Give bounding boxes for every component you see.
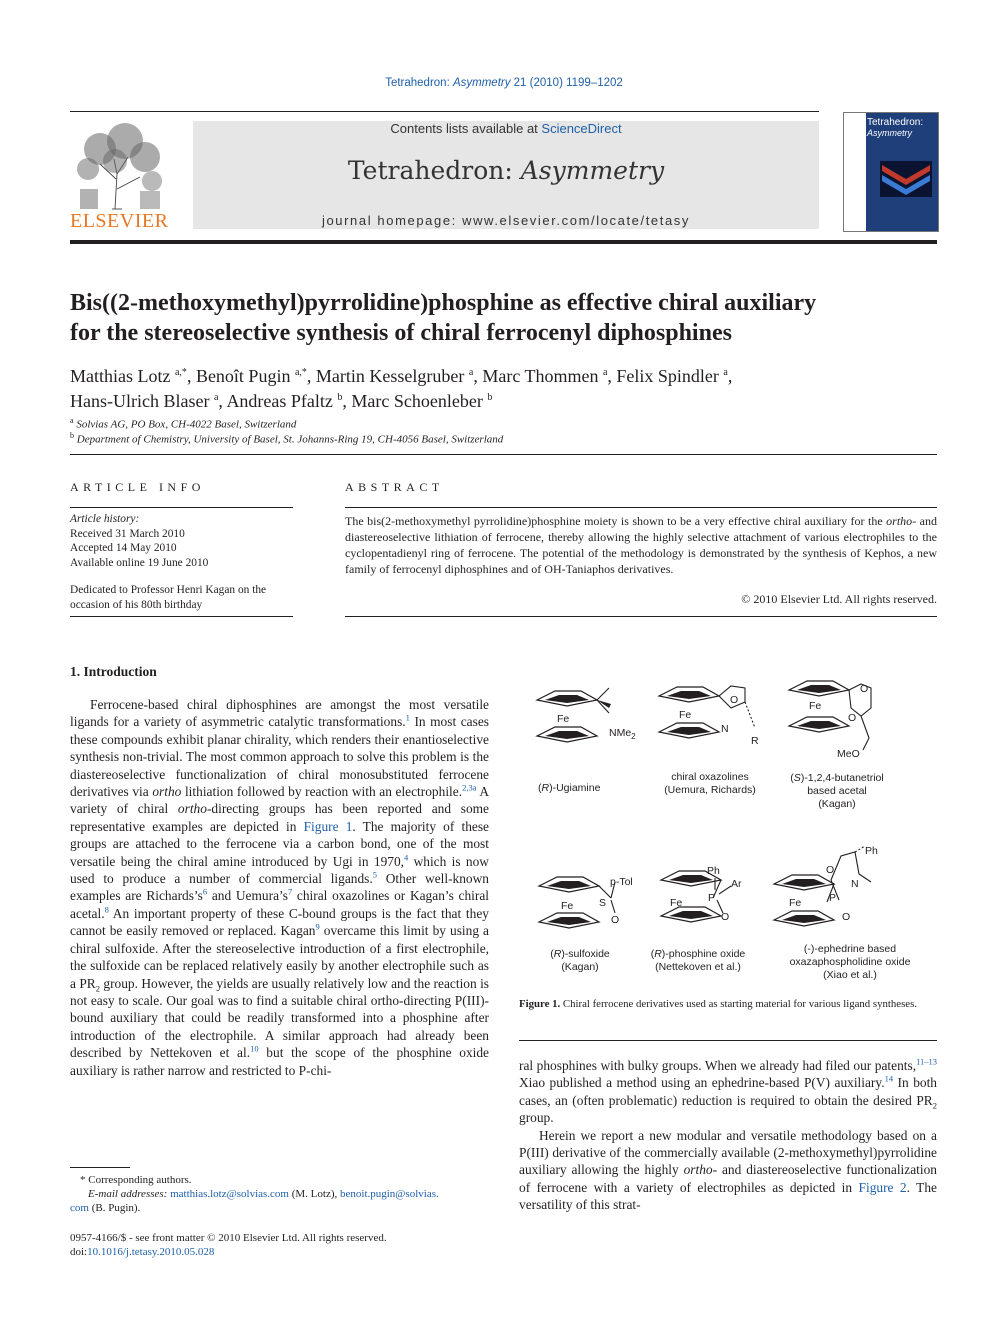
author[interactable]: Felix Spindler $^a$, bbox=[616, 366, 733, 386]
ugiamine-label: (R)-Ugiamine bbox=[538, 782, 601, 794]
journal-homepage[interactable]: journal homepage: www.elsevier.com/locate/tetasy bbox=[321, 213, 690, 228]
ph-label: Ph bbox=[865, 845, 878, 857]
abstract-heading: ABSTRACT bbox=[345, 480, 444, 494]
divider bbox=[70, 454, 937, 455]
author[interactable]: Marc Thommen $^a$, bbox=[482, 366, 617, 386]
fe-label: Fe bbox=[670, 897, 683, 909]
dedication: Dedicated to Professor Henri Kagan on the occasion of his 80th birthday bbox=[70, 584, 267, 611]
fe-label: Fe bbox=[789, 897, 802, 909]
ugiamine-structure bbox=[537, 688, 611, 742]
figure-1-structures bbox=[519, 668, 939, 990]
journal-title: Tetrahedron: Asymmetry bbox=[347, 156, 665, 185]
footnote-rule bbox=[70, 1167, 130, 1168]
oxazolines-label: chiral oxazolines (Uemura, Richards) bbox=[664, 771, 756, 796]
sciencedirect-link[interactable]: ScienceDirect bbox=[541, 121, 622, 136]
fe-label: Fe bbox=[679, 709, 692, 721]
author-line-1 bbox=[70, 362, 940, 387]
header-rule-thick bbox=[70, 240, 937, 244]
intro-column-right: ral phosphines with bulky groups. When we already had filed our patents,$^{11-13}$ Xiao published a method using an ephedrine-based P(V) auxiliary.$^{14}$ In both cases, an (often problematic) reduction is required to obtain the desired $PR_2$ group. Herein we report a new modular and versatile methodology based on a P(III) derivative of the commercially available (2-methoxymethyl)pyrrolidine auxiliary allowing the highly ortho- and diastereoselective functionalization of ferrocene with a variety of electrophiles as depicted in Figure 2. The versatility of this strat- bbox=[519, 1056, 938, 1213]
oxygen-label: O bbox=[848, 712, 857, 724]
phosphorus-label: P bbox=[708, 892, 716, 904]
doi-link[interactable]: 10.1016/j.tetasy.2010.05.028 bbox=[87, 1246, 215, 1258]
journal-cover-thumbnail[interactable]: Tetrahedron: Asymmetry bbox=[843, 112, 939, 232]
affiliation-b: $^b$ Department of Chemistry, University of Basel, St. Johanns-Ring 19, CH-4056 Basel, Switzerland bbox=[70, 431, 504, 446]
divider bbox=[345, 616, 937, 617]
article-info-heading: ARTICLE INFO bbox=[70, 480, 205, 494]
ptol-label: p-Tol bbox=[610, 876, 633, 888]
email-link[interactable]: matthias.lotz@solvias.com bbox=[170, 1188, 289, 1200]
ph-label: Ph bbox=[707, 865, 720, 877]
section-heading-introduction: 1. Introduction bbox=[70, 664, 157, 679]
corresponding-footnote: * Corresponding authors. E-mail addresses: matthias.lotz@solvias.com (M. Lotz), benoit.pugin@solvias. com (B. Pugin). bbox=[70, 1174, 439, 1214]
oxygen-label: O bbox=[860, 683, 869, 695]
header-rule-thin bbox=[70, 111, 819, 112]
elsevier-tree-logo bbox=[70, 119, 170, 211]
contents-line: Contents lists available at ScienceDirect bbox=[390, 121, 622, 136]
cover-image bbox=[880, 161, 932, 197]
phosphorus-label: P bbox=[829, 892, 837, 904]
ar-label: Ar bbox=[731, 878, 742, 890]
author[interactable]: Benoît Pugin $^{a,*}$, bbox=[195, 366, 316, 386]
butanetriol-label: (S)-1,2,4-butanetriol based acetal (Kagan) bbox=[790, 772, 884, 810]
ephedrine-label: (-)-ephedrine based oxazaphospholidine oxide (Xiao et al.) bbox=[789, 943, 911, 981]
fe-label: Fe bbox=[561, 900, 574, 912]
intro-column-left: Ferrocene-based chiral diphosphines are amongst the most versatile ligands for a variety of asymmetric catalytic transformations.$^1$ In most cases these compounds exhibit planar chirality, which renders their enantioselective synthesis non-trivial. The most common approach to solve this problem is the diastereoselective functionalization of chiral monosubstituted ferrocene derivatives via ortho lithiation followed by reaction with an electrophile.$^{2,3a}$ A variety of chiral ortho-directing groups has been reported and some representative examples are depicted in Figure 1. The majority of these groups are attached to the ferrocene via a carbon bond, one of the most versatile being the chiral amine introduced by Ugi in 1970,$^4$ which is now used to produce a number of commercial ligands.$^5$ Other well-known examples are $Richards’s^6$ and $Uemura’s^7$ chiral oxazolines or Kagan’s chiral acetal.$^8$ An important property of these C-bound groups is the fact that they cannot be easily removed or replaced. Kagan$^9$ overcame this limit by using a chiral sulfoxide. After the stereoselective introduction of a first electrophile, the sulfoxide can be replaced relatively easily by another electrophile such as a $PR_2$ group. However, the yields are usually relatively low and the reaction is not easy to scale. Our goal was to find a suitable chiral ortho-directing P(III)-bound auxiliary that could be readily transformed into a phosphine after introduction of the electrophile. A similar approach had already been described by Nettekoven et al.$^{10}$ but the scope of the phosphine oxide auxiliary is rather narrow and restricted to P-chi- bbox=[70, 697, 490, 1078]
fe-label: Fe bbox=[557, 713, 570, 725]
author[interactable]: Martin Kesselgruber $^a$, bbox=[315, 366, 483, 386]
r-label: R bbox=[751, 735, 759, 747]
phosphine-oxide-label: (R)-phosphine oxide (Nettekoven et al.) bbox=[650, 948, 746, 973]
oxygen-label: O bbox=[611, 914, 620, 926]
author[interactable]: Hans-Ulrich Blaser $^a$, bbox=[70, 391, 227, 411]
acetal-structure bbox=[789, 681, 871, 750]
sulfur-label: S bbox=[599, 897, 607, 909]
copyright: © 2010 Elsevier Ltd. All rights reserved. bbox=[741, 592, 937, 606]
email-link[interactable]: com bbox=[70, 1202, 89, 1214]
email-link[interactable]: benoit.pugin@solvias. bbox=[340, 1188, 439, 1200]
article-title: Bis((2-methoxymethyl)pyrrolidine)phosphine as effective chiral auxiliary for the stereoselective synthesis of chiral ferrocenyl diphosphines bbox=[70, 290, 817, 346]
author-list bbox=[70, 362, 940, 412]
author-line-2 bbox=[70, 387, 940, 412]
oxygen-label: O bbox=[826, 864, 835, 876]
nme2-label: NMe$_2$ bbox=[609, 727, 636, 742]
article-history: Article history: Received 31 March 2010 Accepted 14 May 2010 Available online 19 June 2010 bbox=[70, 513, 209, 569]
issn-footer: 0957-4166/$ - see front matter © 2010 Elsevier Ltd. All rights reserved. doi:10.1016/j.tetasy.2010.05.028 bbox=[70, 1232, 387, 1258]
publisher-name: ELSEVIER bbox=[70, 210, 169, 232]
nitrogen-label: N bbox=[721, 723, 729, 735]
figure-divider bbox=[519, 1040, 937, 1041]
oxazoline-structure bbox=[659, 686, 755, 738]
divider bbox=[70, 507, 293, 508]
abstract-body: The bis(2-methoxymethyl pyrrolidine)phosphine moiety is shown to be a very effective chiral auxiliary for the ortho- and diastereoselective lithiation of ferrocene, thereby allowing the highly selective attachment of various electrophiles to the cyclopentadienyl ring of ferrocene. The potential of the methodology is demonstrated by the synthesis of Kephos, a new family of ferrocenyl diphosphines and of OH-Taniaphos derivatives. bbox=[345, 514, 937, 576]
journal-citation[interactable]: Tetrahedron: Asymmetry 21 (2010) 1199–1202 bbox=[385, 77, 623, 89]
divider bbox=[70, 616, 293, 617]
oxygen-label: O bbox=[721, 911, 730, 923]
author[interactable]: Andreas Pfaltz $^b$, bbox=[226, 391, 352, 411]
figure-1-caption: Figure 1. Chiral ferrocene derivatives used as starting material for various ligand syntheses. bbox=[519, 998, 917, 1010]
fe-label: Fe bbox=[809, 700, 822, 712]
author[interactable]: Matthias Lotz $^{a,*}$, bbox=[70, 366, 196, 386]
sulfoxide-label: (R)-sulfoxide (Kagan) bbox=[550, 948, 610, 973]
oxygen-label: O bbox=[842, 911, 851, 923]
oxygen-label: O bbox=[730, 694, 739, 706]
nitrogen-label: N bbox=[851, 878, 859, 890]
author[interactable]: Marc Schoenleber $^b$ bbox=[351, 391, 493, 411]
divider bbox=[345, 507, 937, 508]
affiliation-a: $^a$ Solvias AG, PO Box, CH-4022 Basel, Switzerland bbox=[70, 416, 297, 431]
meo-label: MeO bbox=[837, 748, 860, 760]
